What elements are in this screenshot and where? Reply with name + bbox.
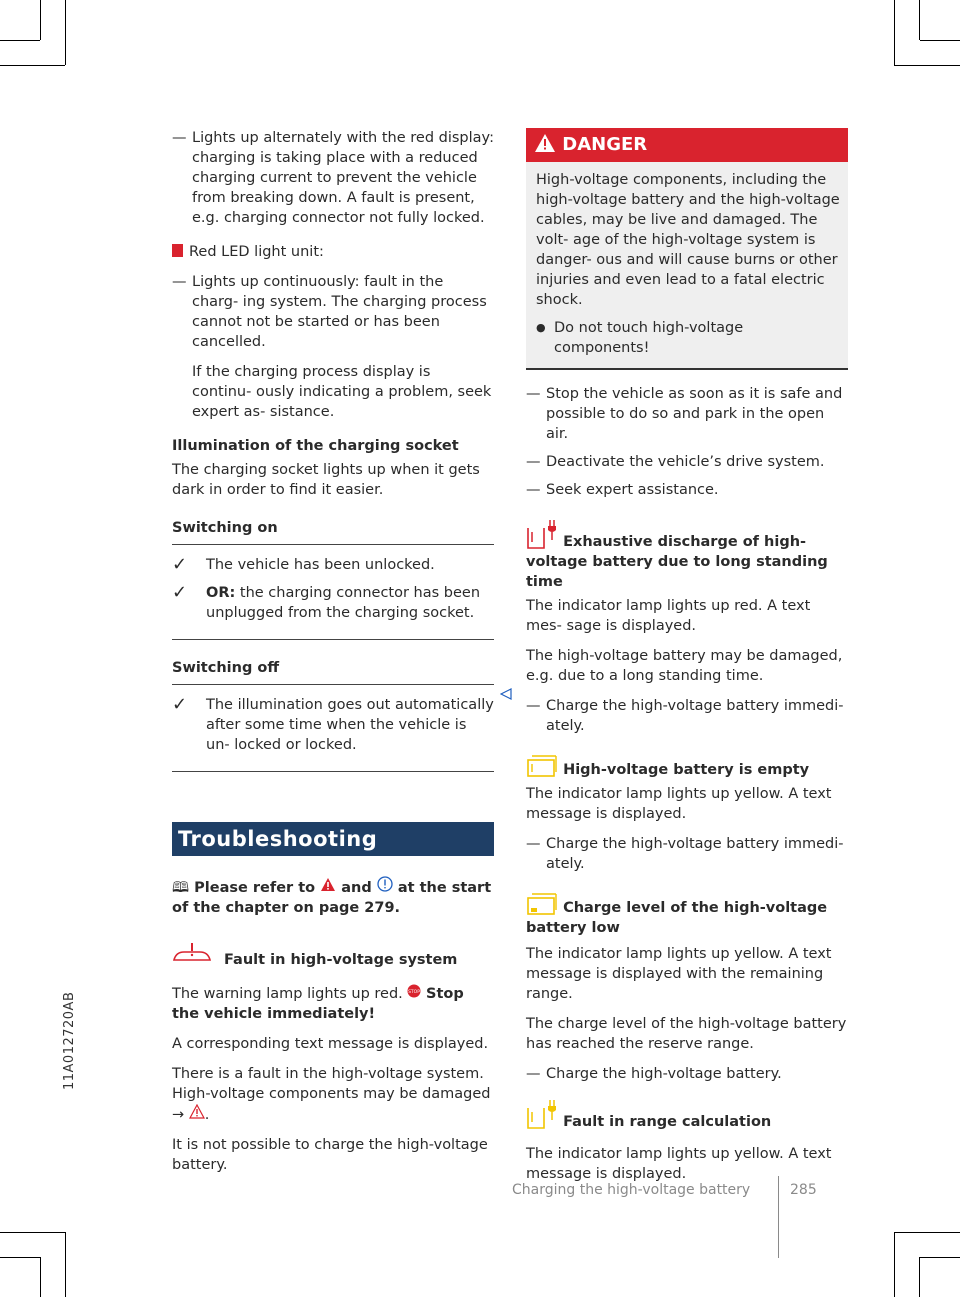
svg-text:STOP: STOP: [408, 990, 421, 995]
illumination-heading: Illumination of the charging socket: [172, 438, 459, 454]
divider: [172, 639, 494, 640]
crop-mark: [920, 40, 960, 41]
car-warning-icon: [172, 942, 212, 970]
fault-text: There is a fault in the high-voltage system. High-voltage components may be damaged → .: [172, 1066, 491, 1123]
battery-plug-red-icon: [526, 534, 558, 550]
side-code: 11A012720AB: [62, 991, 77, 1090]
crop-mark: [0, 1232, 65, 1233]
crop-mark: [0, 1257, 40, 1258]
crop-mark: [65, 1232, 66, 1297]
check-icon: ✓: [172, 694, 188, 715]
low-charge-action: — Charge the high-voltage battery.: [526, 1064, 848, 1084]
crop-mark: [0, 40, 40, 41]
crop-mark: [40, 0, 41, 40]
danger-text: High-voltage components, including the high-voltage battery and the high-voltage cables, may be live and damaged. The volt- age of the high-voltage system is danger- ous and will cause burns or other injuries and even lead to a fatal electric shock.: [536, 172, 840, 308]
low-charge-text-1: The indicator lamp lights up yellow. A text message is displayed with the remaining range.: [526, 946, 832, 1002]
empty-heading: High-voltage battery is empty: [526, 752, 848, 780]
check-icon: ✓: [172, 582, 188, 603]
battery-plug-yellow-icon: [526, 1114, 558, 1130]
switching-on-heading: Switching on: [172, 520, 278, 536]
right-column: [526, 128, 848, 1184]
crop-mark: [894, 1232, 895, 1297]
stop-vehicle-step: — Stop the vehicle as soon as it is safe and possible to do so and park in the open air.: [526, 384, 848, 444]
exhaustive-heading: Exhaustive discharge of high-voltage battery due to long standing time: [526, 518, 848, 592]
left-column: [172, 128, 494, 1175]
illumination-text: The charging socket lights up when it gets dark in order to find it easier.: [172, 462, 480, 498]
warning-triangle-icon: [320, 880, 336, 896]
red-led-heading: Red LED light unit:: [172, 242, 494, 262]
low-charge-text-2: The charge level of the high-voltage battery has reached the reserve range.: [526, 1016, 847, 1052]
crop-mark: [894, 65, 960, 66]
battery-low-yellow-icon: [526, 900, 558, 916]
empty-action: — Charge the high-voltage battery immedi- ately.: [526, 834, 848, 874]
back-arrow-icon: [500, 686, 512, 706]
continuous-fault-text: — Lights up continuously: fault in the charg- ing system. The charging process cannot not be started or has been cancelled.: [172, 272, 494, 352]
battery-empty-yellow-icon: [526, 762, 558, 778]
range-fault-text: The indicator lamp lights up yellow. A text message is displayed.: [526, 1146, 832, 1182]
book-icon: 🕮: [172, 880, 190, 896]
footer-section-title: Charging the high-voltage battery: [512, 1182, 751, 1198]
condition-unlocked: ✓ The vehicle has been unlocked.: [172, 554, 435, 575]
range-fault-heading: Fault in range calculation: [526, 1098, 848, 1132]
crop-mark: [919, 0, 920, 40]
refer-note: 🕮 Please refer to and at the start of the chapter on page 279.: [172, 876, 494, 918]
crop-mark: [65, 0, 66, 65]
condition-unplugged: ✓ OR: the charging connector has been unplugged from the charging socket.: [172, 582, 481, 621]
troubleshooting-heading: Troubleshooting: [172, 822, 494, 856]
page-number: 285: [790, 1182, 817, 1198]
charging-not-possible-text: It is not possible to charge the high-voltage battery.: [172, 1137, 488, 1173]
divider: [172, 771, 494, 772]
alternate-display-text: — Lights up alternately with the red display: charging is taking place with a reduced charging current to prevent the vehicle from breaking down. A fault is present, e.g. charging connector not fully locked.: [172, 128, 494, 228]
low-charge-heading: Charge level of the high-voltage battery low: [526, 900, 828, 936]
crop-mark: [894, 0, 895, 65]
condition-auto-off: ✓ The illumination goes out automatically after some time when the vehicle is un- locked or locked.: [172, 694, 494, 753]
warning-lamp-text: The warning lamp lights up red. STOP Stop the vehicle immediately!: [172, 986, 464, 1022]
divider: [172, 684, 494, 685]
crop-mark: [919, 1257, 920, 1297]
danger-header: DANGER: [526, 128, 848, 162]
divider: [172, 544, 494, 545]
exhaustive-action: — Charge the high-voltage battery immedi- ately.: [526, 696, 848, 736]
crop-mark: [0, 65, 65, 66]
footer-divider: [778, 1176, 779, 1258]
danger-bullet: ● Do not touch high-voltage components!: [536, 318, 840, 358]
fault-hv-heading: Fault in high-voltage system: [172, 942, 494, 970]
info-circle-icon: [377, 880, 393, 896]
stop-icon: [407, 986, 421, 1002]
empty-text: The indicator lamp lights up yellow. A text message is displayed.: [526, 786, 832, 822]
seek-assistance-text: If the charging process display is continu- ously indicating a problem, seek expert as- sistance.: [192, 364, 492, 420]
check-icon: ✓: [172, 554, 188, 575]
crop-mark: [40, 1257, 41, 1297]
switching-off-heading: Switching off: [172, 660, 280, 676]
warning-outline-icon: [189, 1107, 205, 1123]
red-led-square-icon: [172, 244, 183, 257]
expert-step: — Seek expert assistance.: [526, 480, 848, 500]
crop-mark: [894, 1232, 960, 1233]
text-message-note: A corresponding text message is displayed.: [172, 1036, 489, 1052]
exhaustive-text-2: The high-voltage battery may be damaged, e.g. due to a long standing time.: [526, 648, 843, 684]
exhaustive-text-1: The indicator lamp lights up red. A text mes- sage is displayed.: [526, 598, 811, 634]
danger-body: [526, 162, 848, 368]
deactivate-step: — Deactivate the vehicle’s drive system.: [526, 452, 848, 472]
danger-triangle-icon: [534, 134, 556, 155]
crop-mark: [920, 1257, 960, 1258]
danger-box: [526, 128, 848, 370]
